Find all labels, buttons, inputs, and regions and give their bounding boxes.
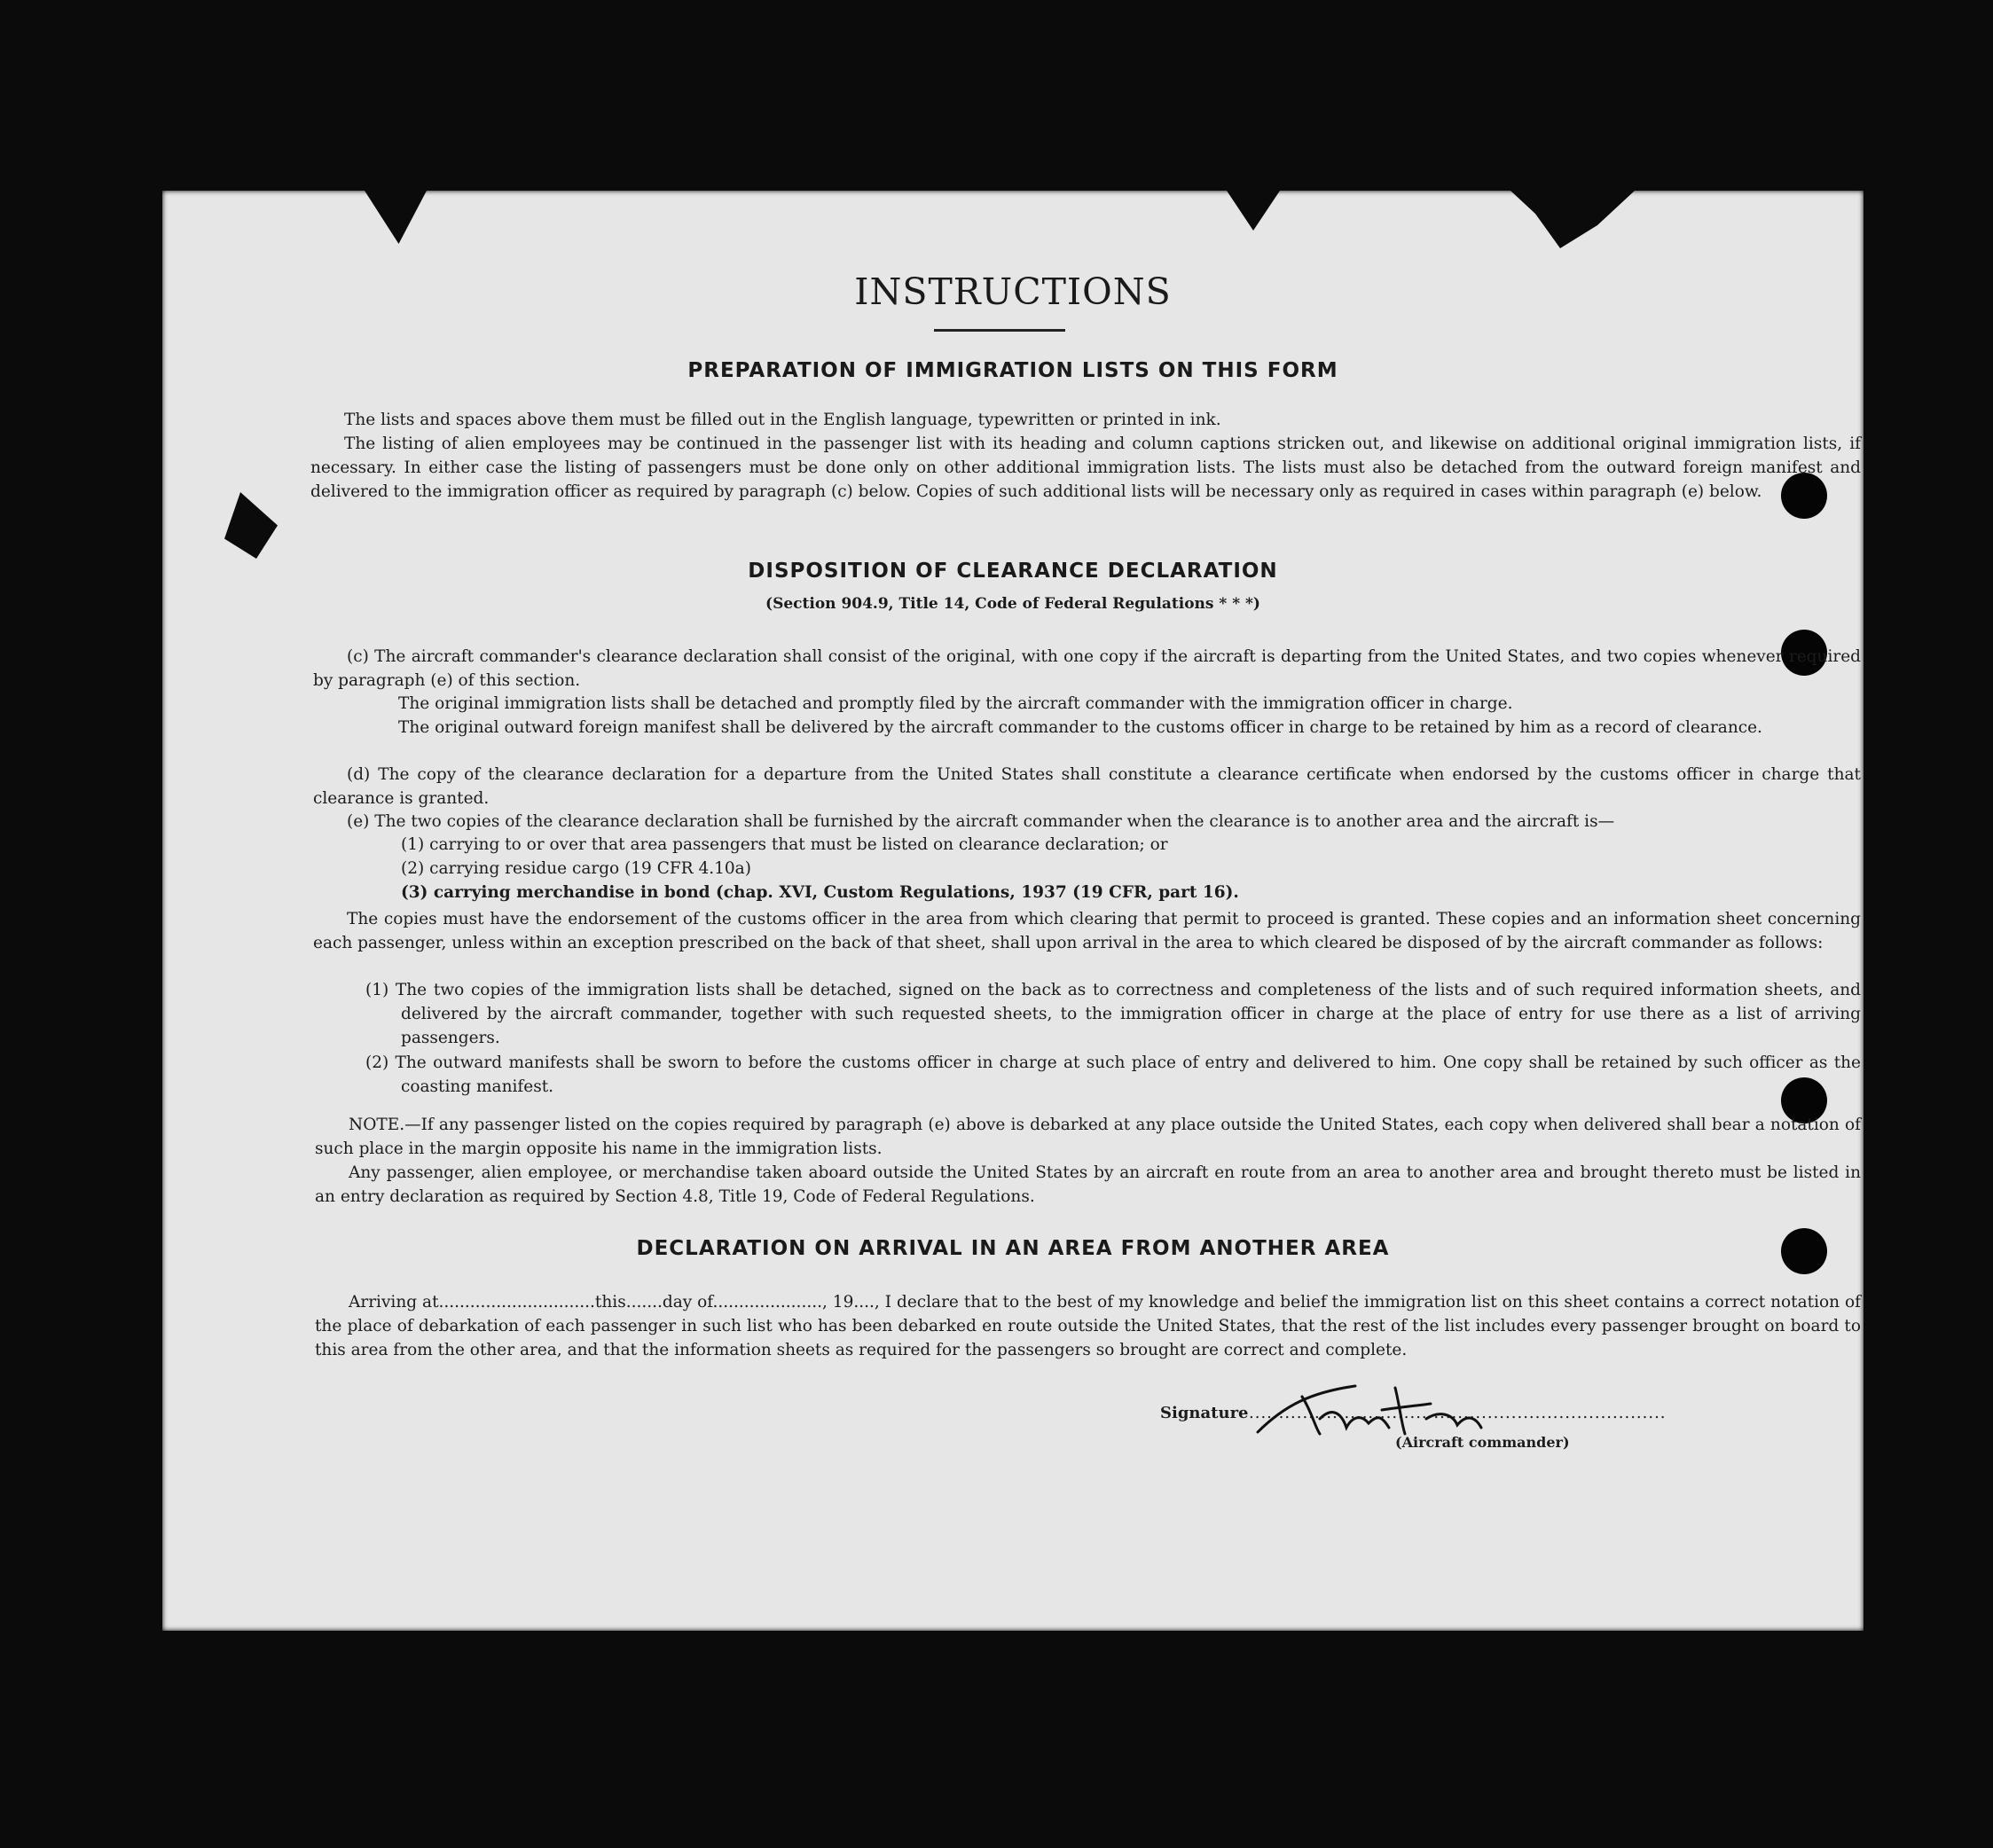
paragraph: The copies must have the endorsement of the customs officer in the area from which clearing that permit to proceed is granted. These copies and an information sheet concerning each passenger, unless within an exception prescribed on the back of that sheet, shall upon arrival in the area to which cleared be disposed of by the aircraft commander as follows: (313, 910, 1861, 952)
list-item: (2) carrying residue cargo (19 CFR 4.10a) (401, 859, 751, 878)
signature-line: ...................................................................... (1249, 1404, 1667, 1422)
list-item: (3) carrying merchandise in bond (chap. XVI, Custom Regulations, 1937 (19 CFR, part 16). (401, 883, 1239, 902)
list-item: (2) The outward manifests shall be sworn to before the customs officer in charge at such place of entry and delivered to him. One copy shall be retained by such officer as the coasting manifest. (365, 1053, 1861, 1096)
paragraph: The original immigration lists shall be detached and promptly filed by the aircraft commander with the immigration officer in charge. (398, 694, 1513, 713)
handwritten-signature (1249, 1379, 1550, 1441)
paragraph: The original outward foreign manifest shall be delivered by the aircraft commander to the customs officer in charge to be retained by him as a record of clearance. (398, 718, 1762, 737)
list-item: (1) The two copies of the immigration lists shall be detached, signed on the back as to correctness and completeness of the lists and of such required information sheets, and delivered by the aircraft commander, together with such requested sheets, to the immigration officer in charge at the place of entry for use there as a list of arriving passengers. (365, 981, 1861, 1047)
section-subheading: (Section 904.9, Title 14, Code of Federal Regulations * * *) (765, 595, 1260, 613)
page-title: INSTRUCTIONS (854, 270, 1172, 313)
signature-label: Signature (1160, 1404, 1249, 1422)
paragraph: Any passenger, alien employee, or merchandise taken aboard outside the United States by an aircraft en route from an area to another area and brought thereto must be listed in an entry declaration as required by Section 4.8, Title 19, Code of Federal Regulations. (315, 1163, 1861, 1206)
signature-caption: (Aircraft commander) (1395, 1434, 1570, 1451)
section-heading-preparation: PREPARATION OF IMMIGRATION LISTS ON THIS FORM (687, 359, 1338, 382)
note-paragraph: NOTE.—If any passenger listed on the copies required by paragraph (e) above is debarked at any place outside the United States, each copy when delivered shall bear a notation of such place in the margin opposite his name in the immigration lists. (315, 1116, 1861, 1158)
title-underline (934, 329, 1065, 332)
section-heading-declaration: DECLARATION ON ARRIVAL IN AN AREA FROM ANOTHER AREA (636, 1237, 1390, 1260)
paragraph-e: (e) The two copies of the clearance declaration shall be furnished by the aircraft commander when the clearance is to another area and the aircraft is— (347, 812, 1615, 831)
torn-edge (365, 191, 427, 244)
section-heading-disposition: DISPOSITION OF CLEARANCE DECLARATION (748, 560, 1278, 583)
paragraph: The listing of alien employees may be continued in the passenger list with its heading and column captions stricken out, and likewise on additional original immigration lists, if necessary. In either case the listing of passengers must be done only on other additional immigration lists. The lists must also be detached from the outward foreign manifest and delivered to the immigration officer as required by paragraph (c) below. Copies of such additional lists will be necessary only as required in cases within paragraph (e) below. (310, 435, 1861, 501)
torn-edge (1510, 191, 1635, 248)
document-sheet (162, 191, 1864, 1631)
paragraph-c: (c) The aircraft commander's clearance declaration shall consist of the original, with one copy if the aircraft is departing from the United States, and two copies whenever required by paragraph (e) of this section. (313, 647, 1861, 690)
signature-block (1160, 1379, 1870, 1459)
paragraph: The lists and spaces above them must be filled out in the English language, typewritten or printed in ink. (344, 411, 1221, 429)
list-item: (1) carrying to or over that area passengers that must be listed on clearance declaration; or (401, 835, 1168, 854)
declaration-paragraph: Arriving at..............................this.......day of....................., 19...., I declare that to the best of my knowledge and belief the immigration list on this sheet contains a correct notation of the place of debarkation of each passenger in such list who has been debarked en route outside the United States, that the rest of the list includes every passenger brought on board to this area from the other area, and that the information sheets as required for the passengers so brought are correct and complete. (315, 1293, 1861, 1359)
torn-edge (1227, 191, 1280, 231)
paragraph-d: (d) The copy of the clearance declaration for a departure from the United States shall constitute a clearance certificate when endorsed by the customs officer in charge that clearance is granted. (313, 765, 1861, 808)
